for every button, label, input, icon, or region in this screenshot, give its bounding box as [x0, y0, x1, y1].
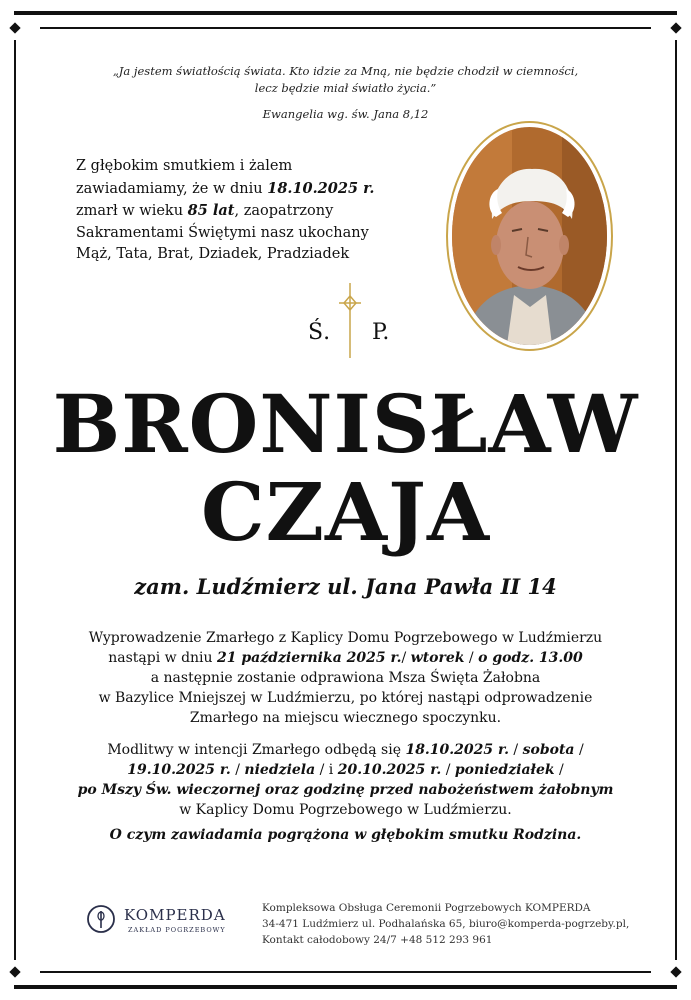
prayer-weekday: sobota [522, 742, 575, 758]
logo-mark-icon [86, 904, 116, 934]
intro-text-part: , zaopatrzony [234, 203, 334, 219]
prayers-line [40, 760, 651, 780]
prayers-line [40, 740, 651, 760]
prayers-text-part: / i [315, 762, 338, 778]
prayers-info [40, 740, 651, 820]
company-line: 34-471 Ludźmierz ul. Podhalańska 65, biuro@komperda-pogrzeby.pl, [262, 918, 630, 930]
logo-subtitle: ZAKŁAD POGRZEBOWY [128, 926, 226, 934]
prayers-text-part: / [554, 762, 564, 778]
funeral-line: Zmarłego na miejscu wiecznego spoczynku. [189, 710, 502, 726]
prayers-text-part: / [441, 762, 455, 778]
funeral-line: Wyprowadzenie Zmarłego z Kaplicy Domu Pogrzebowego w Ludźmierzu [88, 630, 603, 646]
prayers-text-part: / [230, 762, 245, 778]
bottom-border-outer [14, 985, 677, 989]
corner-ornament [670, 22, 681, 33]
prayers-line: po Mszy Św. wieczornej oraz godzinę przed nabożeństwem żałobnym [77, 782, 614, 798]
quote-line: lecz będzie miał światło życia.” [254, 81, 437, 95]
prayers-text-part: Modlitwy w intencji Zmarłego odbędą się [107, 742, 406, 758]
logo-name: KOMPERDA [124, 906, 226, 924]
sp-initials-p: P. [372, 320, 390, 345]
funeral-text-part: / [401, 650, 411, 666]
death-date: 18.10.2025 r. [267, 179, 375, 197]
bottom-border-inner [40, 971, 651, 973]
portrait-frame [446, 121, 613, 351]
company-info [262, 900, 642, 948]
intro-text-part: zawiadamiamy, że w dniu [76, 180, 268, 197]
prayer-date: 18.10.2025 r. [405, 742, 509, 758]
quote-source: Ewangelia wg. św. Jana 8,12 [262, 107, 429, 121]
closing-line: O czym zawiadamia pogrążona w głębokim smutku Rodzina. [109, 827, 582, 843]
prayers-line: w Kaplicy Domu Pogrzebowego w Ludźmierzu. [179, 802, 512, 818]
prayer-weekday: niedziela [244, 762, 316, 778]
funeral-weekday: wtorek [410, 650, 465, 666]
age: 85 lat [187, 202, 235, 219]
corner-ornament [9, 966, 20, 977]
funeral-time: o godz. 13.00 [478, 650, 583, 666]
cross-icon [337, 283, 363, 358]
intro-line: Sakramentami Świętymi nasz ukochany [76, 224, 369, 241]
funeral-line: a następnie zostanie odprawiona Msza Święta Żałobna [150, 670, 541, 686]
deceased-last-name: CZAJA [200, 465, 491, 559]
funeral-date: 21 października 2025 r. [217, 650, 402, 666]
funeral-line [40, 648, 651, 668]
intro-line [76, 178, 416, 201]
funeral-info [40, 628, 651, 728]
portrait-illustration [452, 127, 607, 345]
deceased-address: zam. Ludźmierz ul. Jana Pawła II 14 [134, 574, 557, 599]
prayer-date: 20.10.2025 r. [337, 762, 442, 778]
intro-text-part: zmarł w wieku [76, 203, 188, 219]
funeral-line: w Bazylice Mniejszej w Ludźmierzu, po której nastąpi odprowadzenie [98, 690, 593, 706]
prayers-text-part: / [508, 742, 523, 758]
deceased-first-name: BRONISŁAW [52, 377, 639, 471]
portrait-photo [452, 127, 607, 345]
intro-line: Z głębokim smutkiem i żalem [76, 158, 293, 174]
sp-initials-s: Ś. [308, 320, 331, 345]
top-border-inner [40, 27, 651, 29]
prayers-text-part: / [574, 742, 584, 758]
corner-ornament [9, 22, 20, 33]
intro-text [76, 156, 416, 266]
intro-line: Mąż, Tata, Brat, Dziadek, Pradziadek [76, 246, 350, 262]
prayer-weekday: poniedziałek [454, 762, 555, 778]
quote-line: „Ja jestem światłością świata. Kto idzie za Mną, nie będzie chodził w ciemności, [112, 64, 579, 78]
prayer-date: 19.10.2025 r. [127, 762, 231, 778]
corner-ornament [670, 966, 681, 977]
komperda-logo [86, 902, 256, 942]
funeral-text-part: nastąpi w dniu [108, 650, 217, 666]
bible-quote [40, 63, 651, 97]
top-border-outer [14, 11, 677, 15]
intro-line [76, 200, 416, 223]
company-line: Kompleksowa Obsługa Ceremonii Pogrzebowych KOMPERDA [262, 902, 591, 914]
company-line: Kontakt całodobowy 24/7 +48 512 293 961 [262, 934, 493, 946]
funeral-text-part: / [464, 650, 479, 666]
